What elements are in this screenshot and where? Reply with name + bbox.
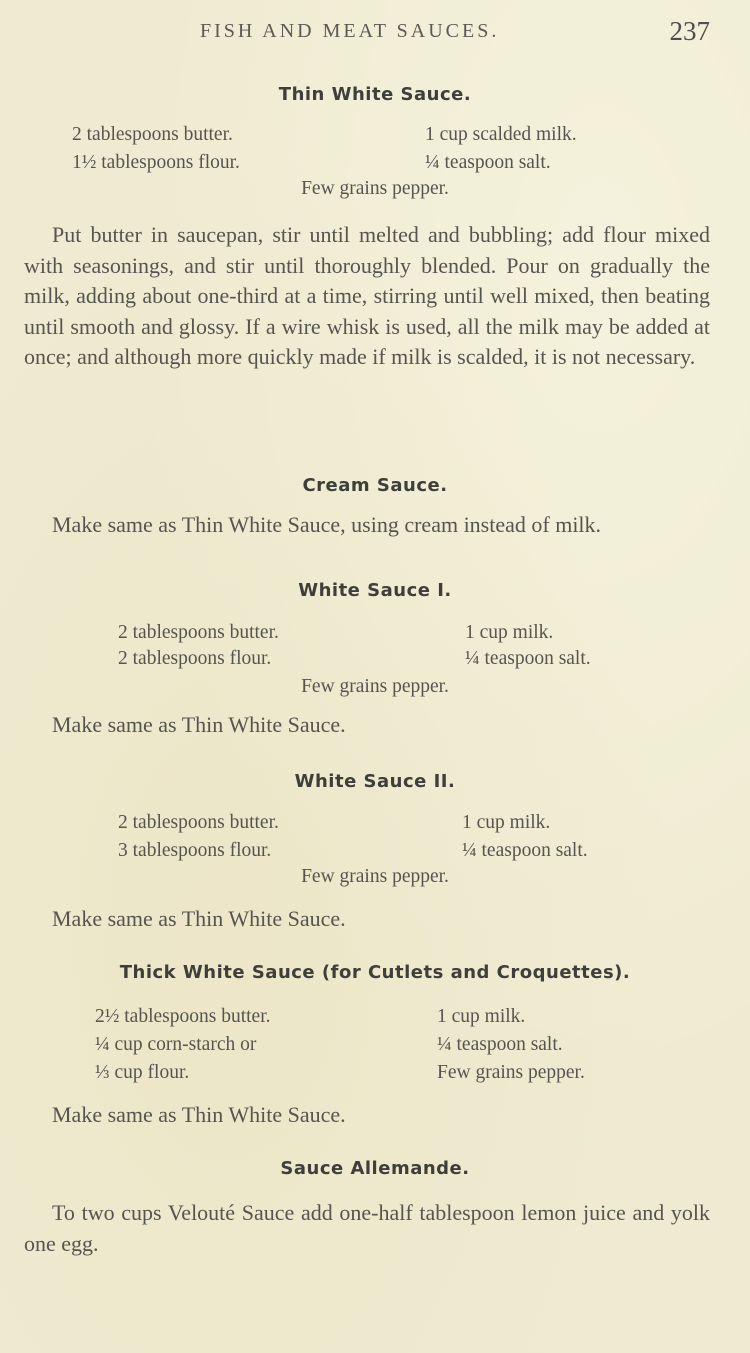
recipe-directions: Make same as Thin White Sauce. — [52, 906, 346, 931]
recipe-directions: Put butter in saucepan, stir until melted and bubbling; add flour mixed with seasonings, and stir until thoroughly blended. Pour on gradually the milk, adding about one-third at a time, stirring until well mixed, then beating until smooth and glossy. If a wire whisk is used, all the milk may be added at once; and although more quickly made if milk is scalded, it is not necessary. — [24, 222, 710, 369]
ingredient-item: 2 tablespoons flour. — [118, 648, 272, 669]
recipe-directions: Make same as Thin White Sauce. — [52, 1102, 346, 1127]
ingredient-item: ¼ cup corn-starch or — [95, 1034, 257, 1055]
chapter-title: FISH AND MEAT SAUCES. — [200, 20, 500, 42]
ingredient-item: Few grains pepper. — [301, 866, 449, 887]
recipe-directions: To two cups Velouté Sauce add one-half tablespoon lemon juice and yolk one egg. — [24, 1200, 710, 1256]
ingredient-item: Few grains pepper. — [301, 178, 449, 199]
ingredient-item: 2½ tablespoons butter. — [95, 1006, 271, 1027]
ingredient-item: ¼ teaspoon salt. — [425, 152, 551, 173]
ingredient-item: 1½ tablespoons flour. — [72, 152, 240, 173]
ingredient-item: 2 tablespoons butter. — [118, 812, 279, 833]
running-header — [0, 16, 750, 50]
ingredient-item: 1 cup milk. — [437, 1006, 526, 1027]
ingredient-item: ⅓ cup flour. — [95, 1062, 190, 1083]
recipe-title-white-sauce-ii: White Sauce II. — [294, 771, 456, 792]
ingredient-item: ¼ teaspoon salt. — [462, 840, 588, 861]
recipe-title-cream-sauce: Cream Sauce. — [302, 475, 448, 496]
ingredient-item: 1 cup milk. — [462, 812, 551, 833]
ingredient-item: Few grains pepper. — [301, 676, 449, 697]
recipe-title-thin-white-sauce: Thin White Sauce. — [278, 84, 472, 105]
ingredient-item: 1 cup milk. — [465, 622, 554, 643]
recipe-title-white-sauce-i: White Sauce I. — [298, 580, 452, 601]
page-number: 237 — [669, 16, 710, 46]
ingredient-item: 1 cup scalded milk. — [425, 124, 577, 145]
recipe-directions: Make same as Thin White Sauce. — [52, 712, 346, 737]
recipe-title-sauce-allemande: Sauce Allemande. — [280, 1158, 470, 1179]
ingredient-item: ¼ teaspoon salt. — [437, 1034, 563, 1055]
recipe-title-thick-white-sauce: Thick White Sauce (for Cutlets and Croquettes). — [119, 962, 631, 983]
ingredient-item: Few grains pepper. — [437, 1062, 585, 1083]
recipe-directions: Make same as Thin White Sauce, using cream instead of milk. — [52, 512, 602, 537]
ingredient-item: 2 tablespoons butter. — [118, 622, 279, 643]
ingredient-item: ¼ teaspoon salt. — [465, 648, 591, 669]
ingredient-item: 2 tablespoons butter. — [72, 124, 233, 145]
ingredient-item: 3 tablespoons flour. — [118, 840, 272, 861]
